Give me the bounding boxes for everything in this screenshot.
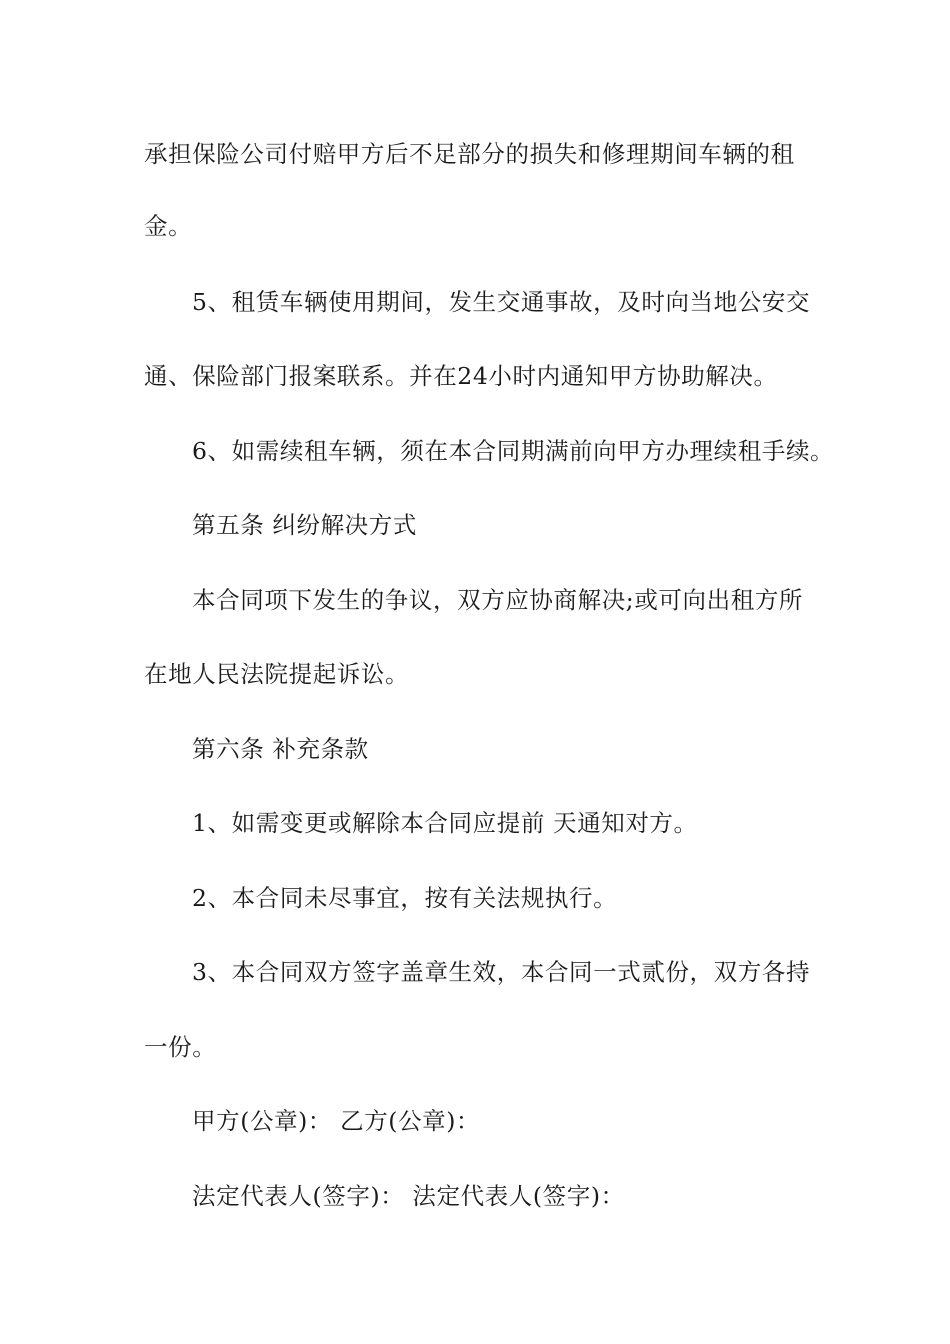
paragraph-line: 在地人民法院提起诉讼。 (144, 660, 410, 688)
paragraph-line: 6、如需续租车辆，须在本合同期满前向甲方办理续租手续。 (192, 437, 835, 465)
section-heading: 第六条 补充条款 (192, 735, 369, 763)
paragraph-line: 3、本合同双方签字盖章生效，本合同一式贰份，双方各持 (192, 958, 811, 986)
section-heading: 第五条 纠纷解决方式 (192, 511, 417, 539)
paragraph-line: 金。 (144, 212, 193, 240)
paragraph-line: 2、本合同未尽事宜，按有关法规执行。 (192, 884, 618, 912)
paragraph-line: 5、租赁车辆使用期间，发生交通事故，及时向当地公安交 (192, 288, 811, 316)
paragraph-line: 1、如需变更或解除本合同应提前 天通知对方。 (192, 809, 698, 837)
signature-line: 甲方(公章)： 乙方(公章)： (192, 1107, 481, 1135)
paragraph-line: 本合同项下发生的争议，双方应协商解决;或可向出租方所 (192, 586, 804, 614)
signature-line: 法定代表人(签字)： 法定代表人(签字)： (192, 1182, 625, 1210)
paragraph-line: 承担保险公司付赔甲方后不足部分的损失和修理期间车辆的租 (144, 140, 795, 168)
paragraph-line: 一份。 (144, 1033, 217, 1061)
paragraph-line: 通、保险部门报案联系。并在24小时内通知甲方协助解决。 (144, 362, 778, 390)
